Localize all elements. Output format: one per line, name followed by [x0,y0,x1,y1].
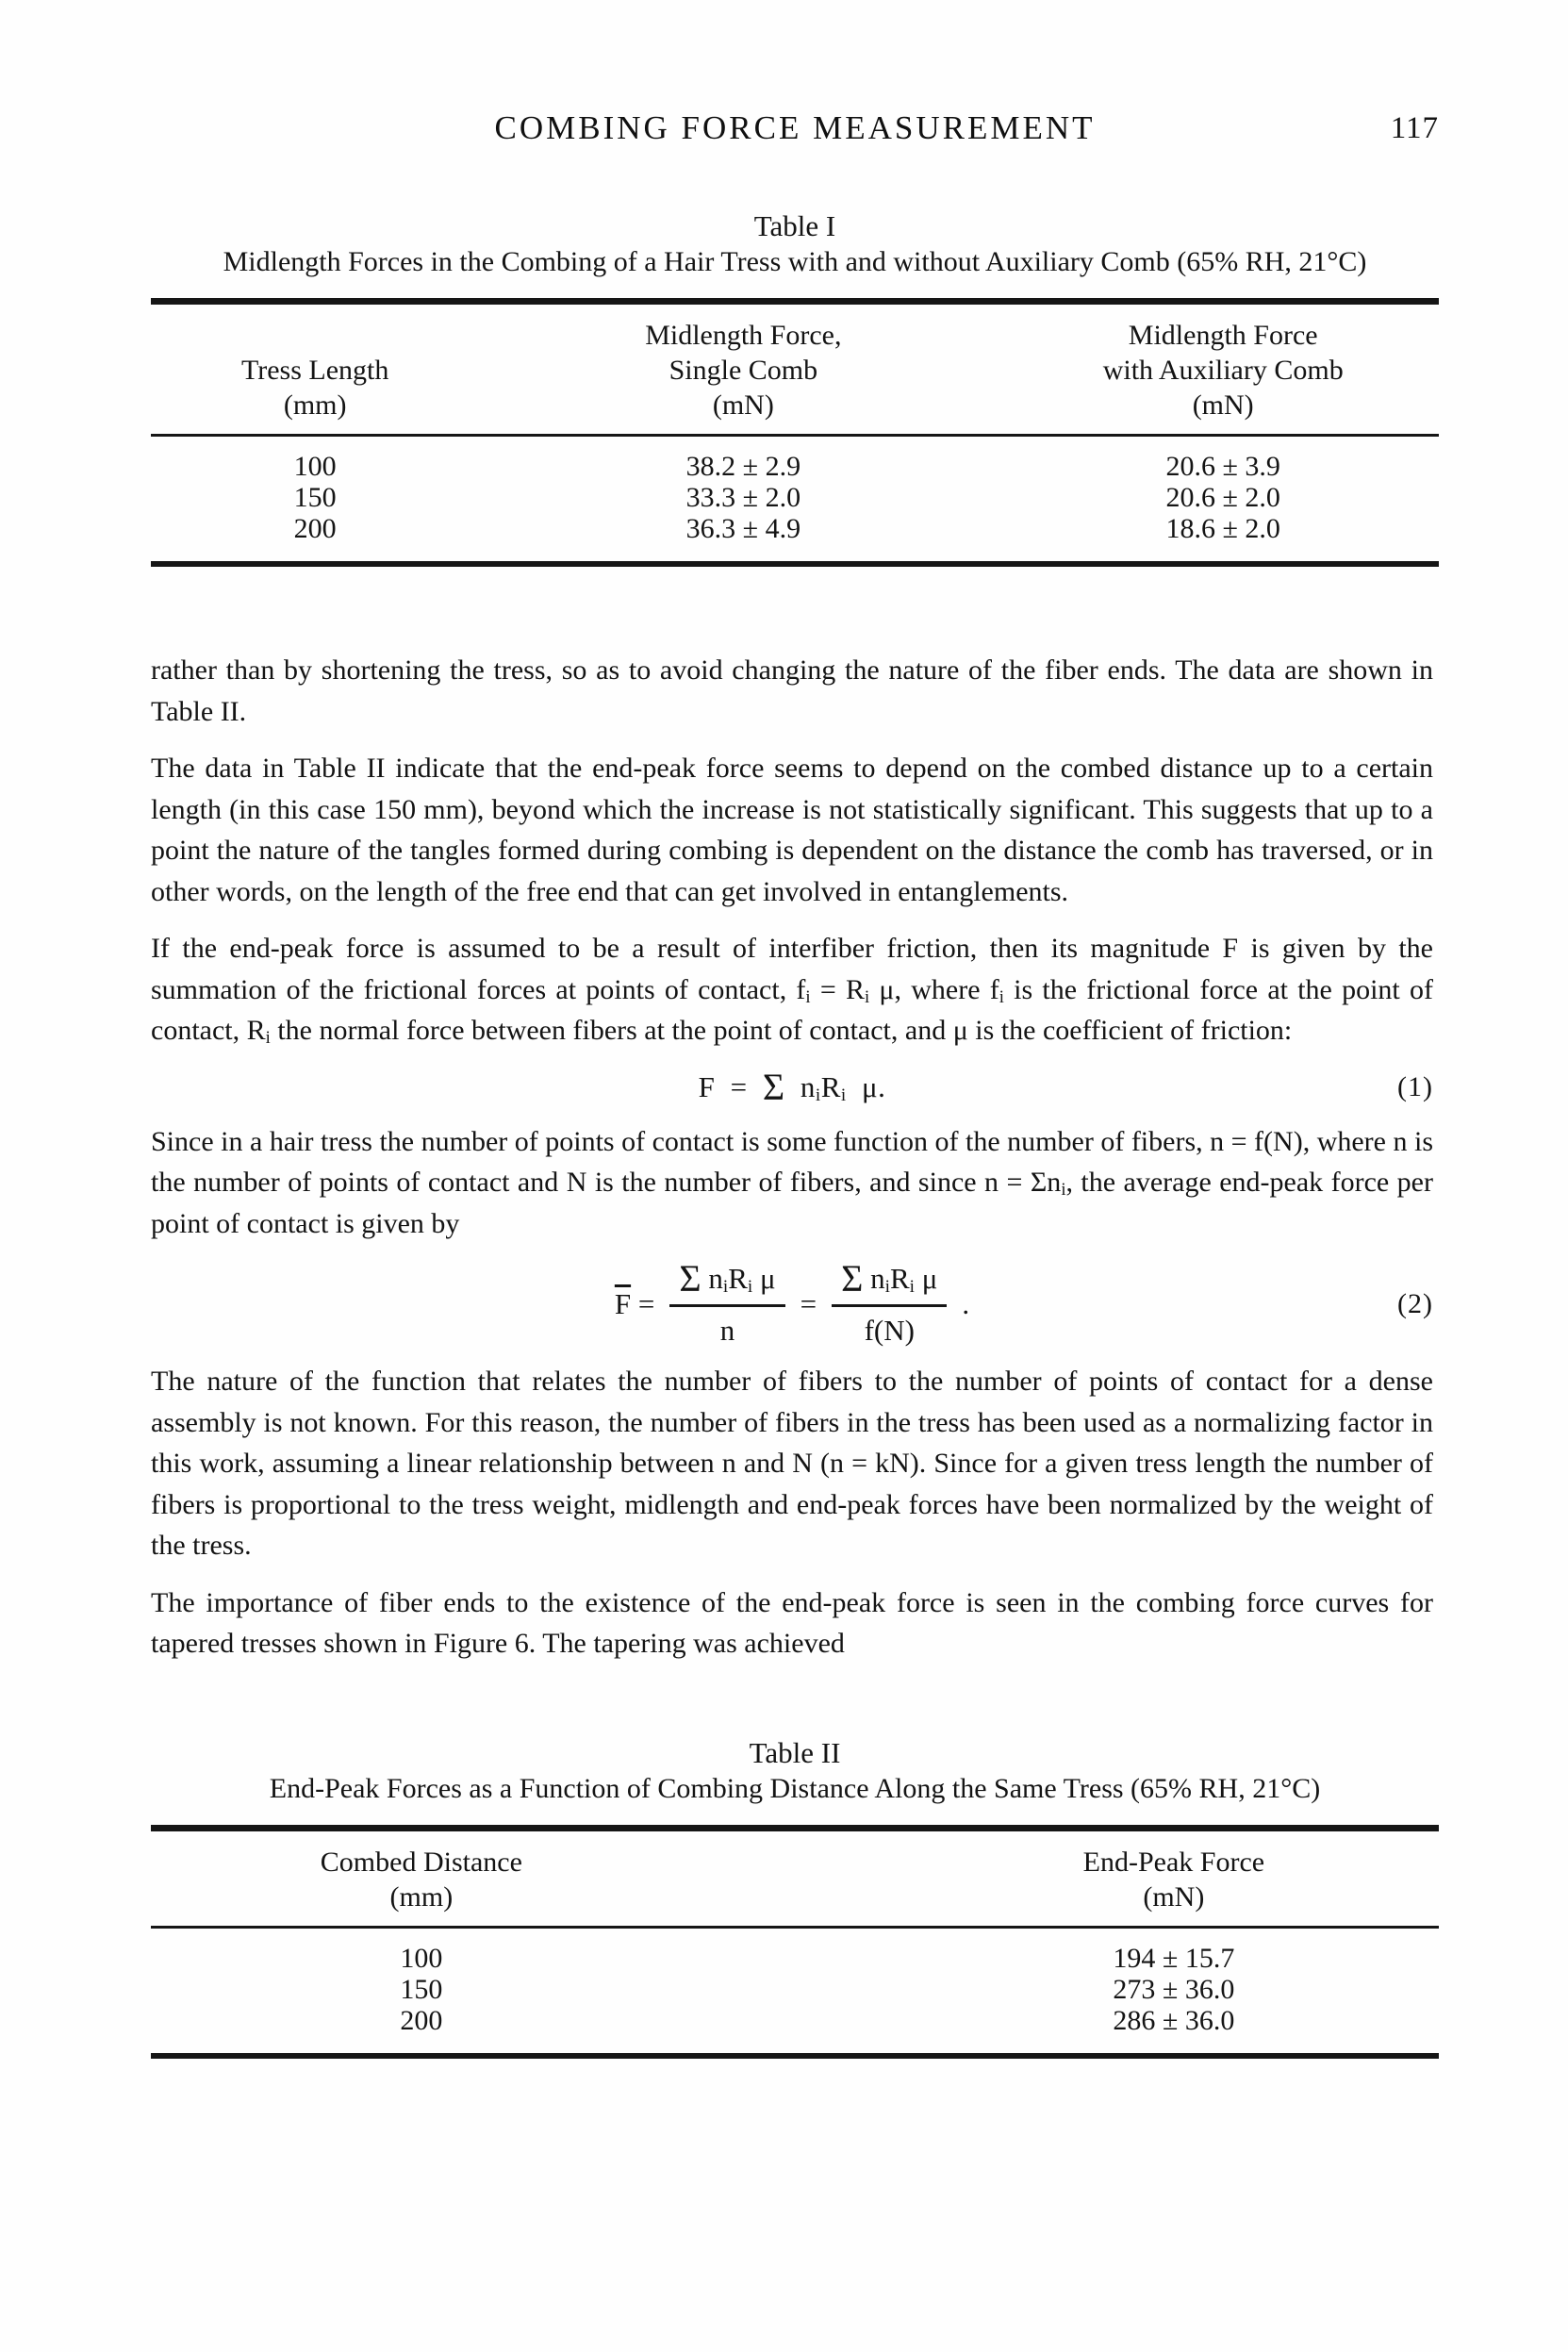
cell: 286 ± 36.0 [1113,2004,1235,2036]
column-header-line: (mN) [712,389,774,421]
equation-period: . [962,1286,970,1320]
table-2-subtitle: End-Peak Forces as a Function of Combing Distance Along the Same Tress (65% RH, 21°C) [269,1772,1321,1804]
table-2-caption: Table II [749,1735,841,1769]
column-header-line: Combed Distance [320,1846,522,1878]
fraction-over-n [669,1257,784,1348]
equals-sign: = [800,1286,817,1320]
column-header-line: (mm) [389,1880,454,1913]
running-title: COMBING FORCE MEASUREMENT [494,109,1096,146]
table-row [151,436,1439,483]
column-header-line: (mN) [1192,389,1254,421]
cell: 150 [400,1973,443,2005]
table-row [151,2005,1439,2056]
fraction-over-fn [832,1257,947,1348]
equation-1 [151,1065,1433,1108]
cell: 194 ± 15.7 [1113,1942,1235,1974]
table-2-block [151,1736,1439,2059]
table-2-col-combed-distance [151,1828,692,1927]
table-1-col-single-comb [479,302,1007,436]
column-header-line: Single Comb [668,355,818,386]
table-1-col-tress-length [151,302,479,436]
column-header-line: Midlength Force [1128,320,1318,351]
equation-2-body [614,1257,970,1348]
column-header-line: Tress Length [240,355,389,386]
column-header-line: End-Peak Force [1082,1846,1265,1878]
table-2-header-row [151,1828,1439,1927]
page-header [151,0,1439,153]
cell: 33.3 ± 2.0 [685,482,801,513]
paragraph-1: rather than by shortening the tress, so as to avoid changing the nature of the fiber ends. The data are shown in Table II. [151,654,1433,727]
cell: 200 [400,2004,443,2036]
cell: 18.6 ± 2.0 [1165,513,1280,544]
equation-1-number: (1) [1397,1070,1433,1102]
page-number: 117 [1390,111,1439,145]
table-1-block [151,209,1439,567]
cell: 100 [293,451,337,482]
fraction-denominator: n [669,1304,784,1348]
cell: 20.6 ± 3.9 [1165,451,1280,482]
column-header-line: (mm) [283,389,347,421]
fraction-denominator: f(N) [832,1304,947,1348]
table-1-header-row [151,302,1439,436]
column-header-line: Midlength Force, [645,320,842,351]
paragraph-4: Since in a hair tress the number of points of contact is some function of the number of fibers, n = f(N), where n is the number of points of contact and N is the number of fibers, and since $n = \Sigma n_i$, the average end-peak force per point of contact is given by [151,1125,1433,1239]
fraction-numerator: Σ $n_iR_i$ μ [679,1257,776,1300]
cell: 200 [293,513,337,544]
paragraph-3: If the end-peak force is assumed to be a result of interfiber friction, then its magnitude F is given by the summation of the frictional forces at points of contact, $f_i = R_i$ μ, where $f_i$ is the frictional force at the point of contact, $R_i$ the normal force between fibers at the point of contact, and μ is the coefficient of friction: [151,933,1433,1049]
table-1-caption: Table I [753,209,836,242]
table-2-col-end-peak-force [692,1828,1439,1927]
equation-2-number: (2) [1397,1287,1433,1319]
cell: 20.6 ± 2.0 [1165,482,1280,513]
table-2-grid [151,1825,1439,2059]
column-header-line: (mN) [1143,1880,1205,1913]
column-header-line: with Auxiliary Comb [1102,355,1344,386]
table-1-subtitle: Midlength Forces in the Combing of a Hair Tress with and without Auxiliary Comb (65% RH, 21°C) [223,246,1367,277]
cell: 273 ± 36.0 [1113,1973,1235,2005]
table-row [151,1927,1439,1974]
paragraph-5: The nature of the function that relates the number of fibers to the number of points of contact for a dense assembly is not known. For this reason, the number of fibers in the tress has been used as a normalizing factor in this work, assuming a linear relationship between n and N (n = kN). Since for a given tress length the number of fibers is proportional to the tress weight, midlength and end-peak forces have been normalized by the weight of the tress. [151,1366,1433,1561]
table-row [151,513,1439,564]
equation-1-body: F = Σ $n_iR_i$ μ. [698,1065,886,1108]
equation-2-lhs: $\overline{F}$ = [614,1286,655,1320]
table-row [151,1974,1439,2005]
table-1-col-auxiliary-comb [1007,302,1439,436]
cell: 100 [400,1942,443,1974]
cell: 38.2 ± 2.9 [685,451,801,482]
equation-2 [151,1257,1433,1348]
paragraph-6: The importance of fiber ends to the existence of the end-peak force is seen in the combing force curves for tapered tresses shown in Figure 6. The tapering was achieved [151,1586,1433,1659]
cell: 36.3 ± 4.9 [685,513,801,544]
table-row [151,482,1439,513]
fraction-numerator: Σ $n_iR_i$ μ [841,1257,938,1300]
paragraph-2: The data in Table II indicate that the end-peak force seems to depend on the combed distance up to a certain length (in this case 150 mm), beyond which the increase is not statistically significant. This suggests that up to a point the nature of the tangles formed during combing is dependent on the distance the comb has traversed, or in other words, on the length of the free end that can get involved in entanglements. [151,753,1433,907]
cell: 150 [293,482,337,513]
table-1-grid [151,298,1439,567]
body-text [151,650,1433,1665]
